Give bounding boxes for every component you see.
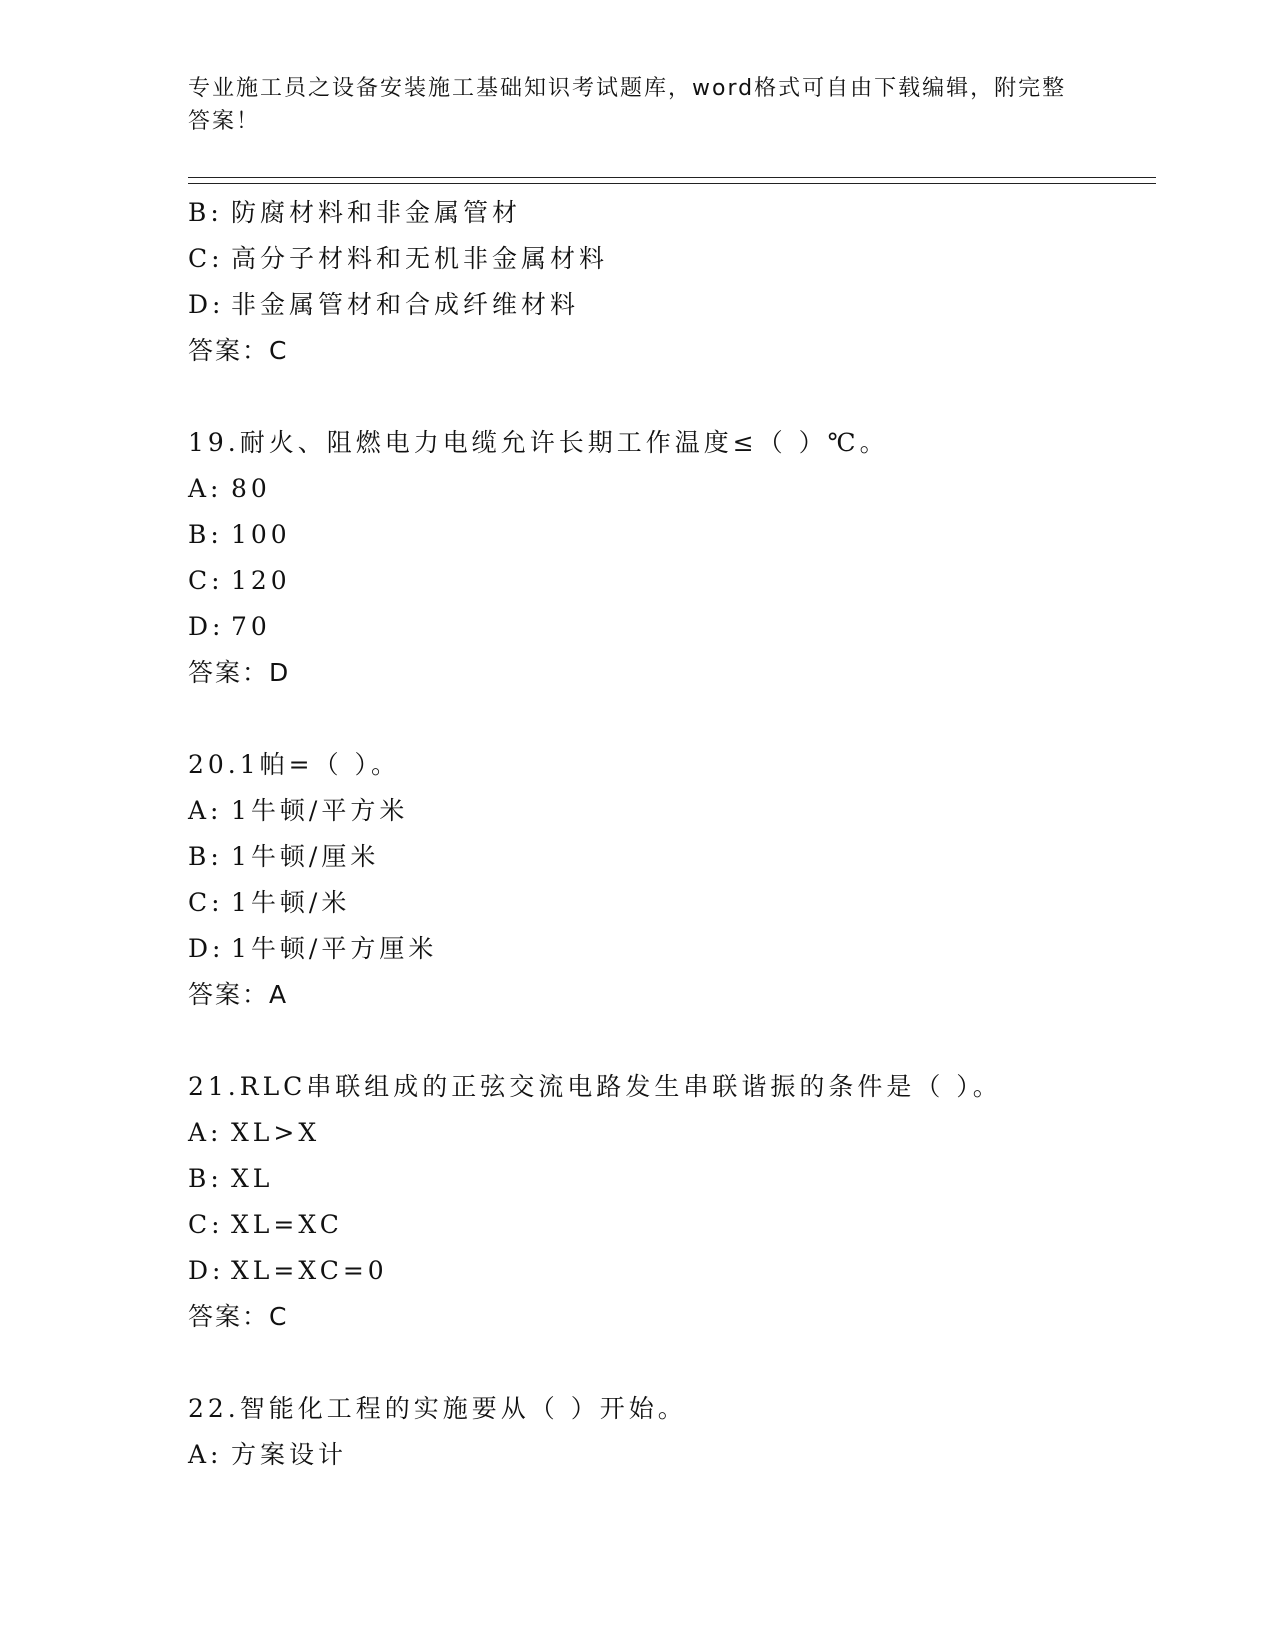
- header-divider-bottom: [188, 183, 1156, 184]
- question-20: [188, 742, 1148, 1018]
- option-label: D:: [188, 612, 225, 641]
- option-text: 高分子材料和无机非金属材料: [231, 244, 609, 273]
- option-a: [188, 1432, 1148, 1478]
- question-19: [188, 420, 1148, 696]
- option-c: [188, 236, 1148, 282]
- option-label: A:: [188, 1118, 223, 1147]
- option-a: [188, 1110, 1148, 1156]
- answer-line: 答案：C: [188, 1302, 289, 1331]
- question-stem: 19.耐火、阻燃电力电缆允许长期工作温度≤（ ）℃。: [188, 428, 889, 457]
- option-label: A:: [188, 796, 223, 825]
- option-text: 120: [231, 566, 291, 595]
- option-b: [188, 834, 1148, 880]
- answer-line: 答案：D: [188, 658, 291, 687]
- header-divider-top: [188, 177, 1156, 178]
- option-label: C:: [188, 1210, 224, 1239]
- option-c: [188, 1202, 1148, 1248]
- option-label: B:: [188, 1164, 223, 1193]
- option-d: [188, 926, 1148, 972]
- option-text: XL=XC: [231, 1210, 343, 1239]
- option-text: 70: [231, 612, 271, 641]
- option-text: 方案设计: [231, 1440, 348, 1469]
- option-text: 80: [231, 474, 271, 503]
- question-stem: 20.1帕=（ ）。: [188, 750, 401, 779]
- option-label: B:: [188, 842, 223, 871]
- option-d: [188, 282, 1148, 328]
- document-header: 专业施工员之设备安装施工基础知识考试题库，word格式可自由下载编辑，附完整答案！: [188, 76, 1067, 134]
- option-b: [188, 190, 1148, 236]
- option-text: 非金属管材和合成纤维材料: [231, 290, 580, 319]
- answer-line: 答案：C: [188, 336, 289, 365]
- option-c: [188, 558, 1148, 604]
- option-label: A:: [188, 1440, 223, 1469]
- option-text: 1牛顿/平方厘米: [231, 934, 438, 963]
- option-label: D:: [188, 1256, 225, 1285]
- answer-line: 答案：A: [188, 980, 289, 1009]
- question-21: [188, 1064, 1148, 1340]
- question-list: [188, 190, 1148, 1478]
- option-c: [188, 880, 1148, 926]
- option-label: A:: [188, 474, 223, 503]
- question-18-continued: [188, 190, 1148, 374]
- option-text: 防腐材料和非金属管材: [231, 198, 522, 227]
- option-label: C:: [188, 244, 224, 273]
- question-stem: 21.RLC串联组成的正弦交流电路发生串联谐振的条件是（ ）。: [188, 1072, 1002, 1101]
- question-stem: 22.智能化工程的实施要从（ ）开始。: [188, 1394, 687, 1423]
- option-label: C:: [188, 566, 224, 595]
- option-label: D:: [188, 934, 225, 963]
- option-label: B:: [188, 198, 223, 227]
- option-b: [188, 1156, 1148, 1202]
- option-text: 1牛顿/米: [231, 888, 351, 917]
- option-label: D:: [188, 290, 225, 319]
- option-text: 1牛顿/厘米: [231, 842, 380, 871]
- option-b: [188, 512, 1148, 558]
- option-label: B:: [188, 520, 223, 549]
- option-text: 1牛顿/平方米: [231, 796, 409, 825]
- option-a: [188, 788, 1148, 834]
- option-text: XL=XC=0: [231, 1256, 388, 1285]
- option-d: [188, 1248, 1148, 1294]
- option-text: XL>X: [231, 1118, 321, 1147]
- option-text: 100: [231, 520, 291, 549]
- option-d: [188, 604, 1148, 650]
- option-label: C:: [188, 888, 224, 917]
- option-a: [188, 466, 1148, 512]
- question-22: [188, 1386, 1148, 1478]
- option-text: XL: [231, 1164, 274, 1193]
